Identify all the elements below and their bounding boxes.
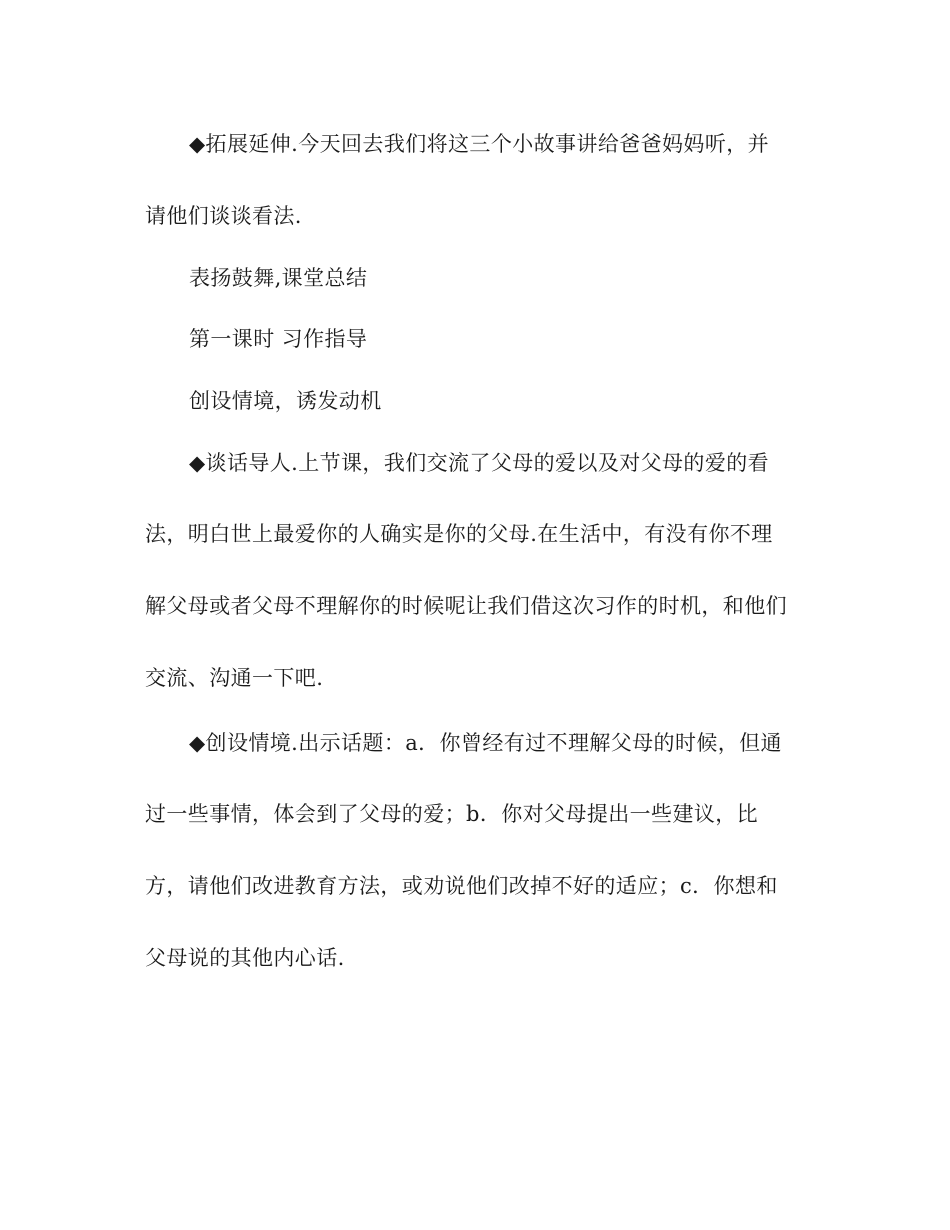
- heading-create-situation: 创设情境，诱发动机: [189, 389, 382, 413]
- paragraph-intro-line-3: 解父母或者父母不理解你的时候呢让我们借这次习作的时机，和他们: [145, 594, 787, 618]
- paragraph-topics-line-3: 方，请他们改进教育方法，或劝说他们改掉不好的适应；c．你想和: [145, 874, 778, 898]
- paragraph-topics-line-1: ◆创设情境.出示话题：a．你曾经有过不理解父母的时候，但通: [189, 731, 782, 755]
- paragraph-intro-line-4: 交流、沟通一下吧.: [145, 666, 324, 690]
- paragraph-extension-line-2: 请他们谈谈看法.: [145, 204, 302, 228]
- paragraph-topics-line-2: 过一些事情，体会到了父母的爱；b．你对父母提出一些建议，比: [145, 802, 759, 826]
- paragraph-extension-line-1: ◆拓展延伸.今天回去我们将这三个小故事讲给爸爸妈妈听，并: [189, 132, 770, 156]
- paragraph-intro-line-1: ◆谈话导人.上节课，我们交流了父母的爱以及对父母的爱的看: [189, 451, 770, 475]
- paragraph-topics-line-4: 父母说的其他内心话.: [145, 946, 345, 970]
- heading-first-lesson: 第一课时 习作指导: [189, 327, 368, 351]
- paragraph-intro-line-2: 法，明白世上最爱你的人确实是你的父母.在生活中，有没有你不理: [145, 522, 773, 546]
- heading-praise-summary: 表扬鼓舞,课堂总结: [189, 266, 368, 290]
